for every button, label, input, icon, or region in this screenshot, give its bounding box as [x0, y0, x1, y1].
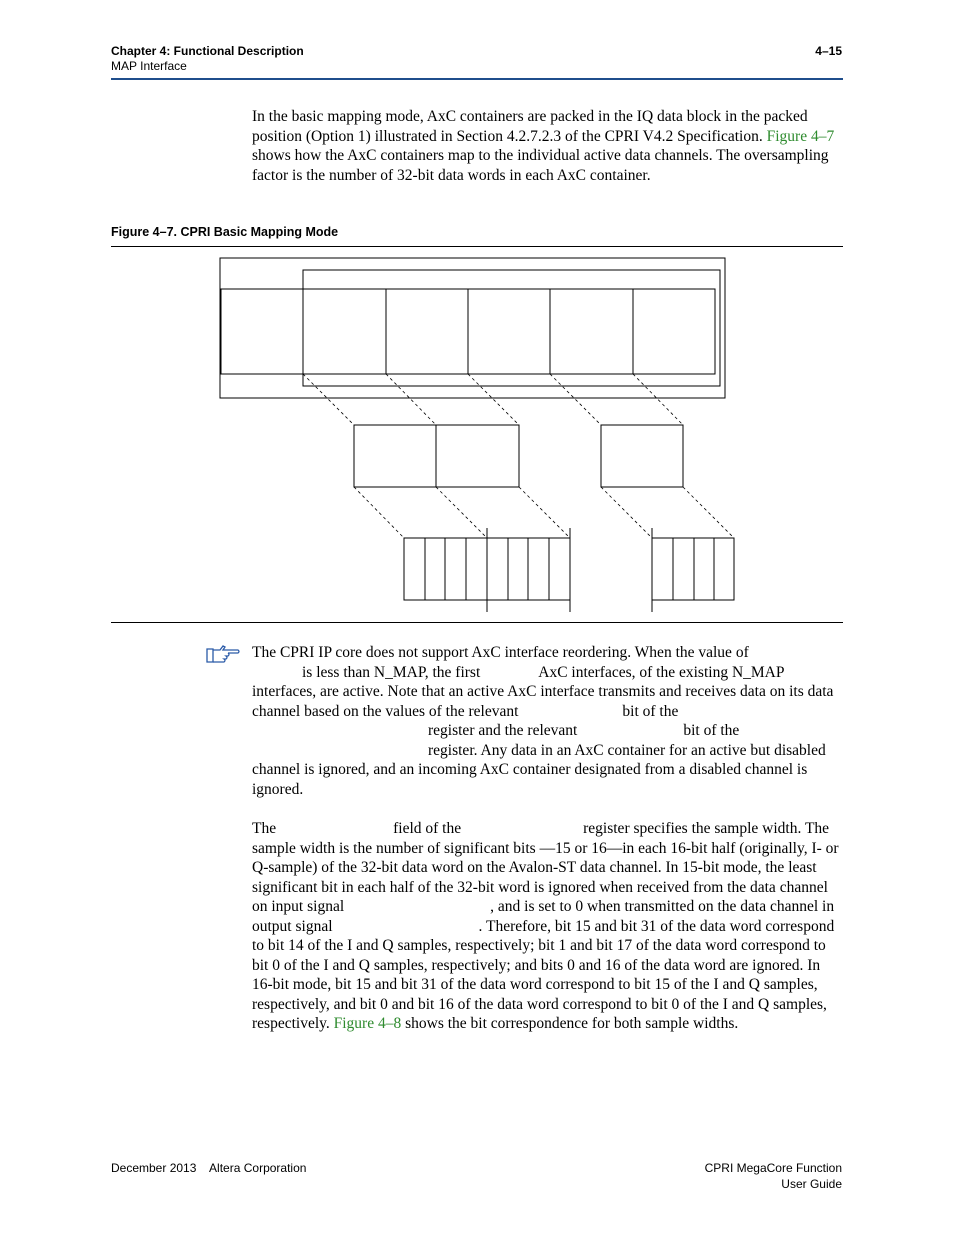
para2-s6: shows the bit correspondence for both sample widths. [401, 1015, 739, 1032]
footer-product-name: CPRI MegaCore Function [704, 1161, 842, 1175]
header-section: MAP Interface [111, 59, 187, 73]
note-s6: bit of the [683, 722, 740, 739]
container-word-0 [354, 425, 436, 487]
note-s3: AxC interfaces, of the existing N_MAP interfaces, are active. Note that an active AxC interface transmits and receives data on its data channel based on the values of the relevant [252, 663, 834, 720]
note-s2: is less than N_MAP, the first [302, 663, 481, 681]
figure-caption: Figure 4–7. CPRI Basic Mapping Mode [111, 225, 339, 239]
axc-container-0 [303, 289, 386, 374]
para2-s1: The [252, 820, 277, 837]
axc-container-4 [633, 289, 715, 374]
iq-data-block [220, 258, 725, 398]
header-chapter: Chapter 4: Functional Description [111, 44, 304, 58]
axc-container-region [303, 270, 720, 386]
axc-container-1 [386, 289, 468, 374]
para2-s5: . Therefore, bit 15 and bit 31 of the data word correspond to bit 14 of the I and Q samples, respectively; bit 1 and bit 17 of the data word correspond to bit 0 of the I and Q samples, respectively; and bits 0 and 16 of the data word are ignored. In 16-bit mode, bit 15 and bit 31 of the data word correspond to bit 15 of the I and Q samples, respectively, and bit 0 and bit 16 of the data word correspond to bit 0 of the I and Q samples, respectively. [252, 917, 835, 1032]
sample-width-paragraph [252, 819, 842, 1034]
intro-text-a: In the basic mapping mode, AxC containers are packed in the IQ data block in the packed position (Option 1) illustrated in Section 4.2.7.2.3 of the CPRI V4.2 Specification. [252, 108, 808, 145]
note-s5: register and the relevant [428, 722, 578, 739]
figure-bottom-rule [111, 622, 843, 623]
intro-text-b: shows how the AxC containers map to the individual active data channels. The oversampling factor is the number of 32-bit data words in each AxC container. [252, 147, 829, 184]
footer-product [705, 1160, 842, 1192]
page-number: 4–15 [815, 44, 842, 58]
pointing-hand-icon [204, 641, 242, 665]
note-s4: bit of the [622, 702, 679, 720]
figure-4-7-link[interactable]: Figure 4–7 [766, 127, 835, 145]
para2-s4: , and is set to 0 when transmitted on the data channel in output signal [252, 898, 835, 935]
data-channel-a [404, 528, 570, 612]
note-s7: register. Any data in an AxC container for an active but disabled channel is ignored, and an incoming AxC container designated from a disabled channel is ignored. [252, 741, 826, 798]
para2-s3: register specifies the sample width. The sample width is the number of significant bits —15 or 16—in each 16-bit half (originally, I- or Q-sample) of the 32-bit data word on the Avalon-ST data channel. In 15-bit mode, the least significant bit in each half of the 32-bit word is ignored when received from the data channel on input signal [252, 820, 839, 915]
note-s1: The CPRI IP core does not support AxC interface reordering. When the value of [252, 644, 749, 661]
para2-s2: field of the [393, 820, 462, 837]
data-channel-b [652, 528, 734, 612]
footer-date-company: December 2013 Altera Corporation [111, 1161, 307, 1175]
figure-4-8-link[interactable]: Figure 4–8 [333, 1015, 402, 1032]
axc-container-2 [468, 289, 550, 374]
axc-container-3 [550, 289, 633, 374]
note-paragraph [252, 643, 842, 799]
container-word-2 [601, 425, 683, 487]
footer-doc-type: User Guide [781, 1177, 842, 1191]
control-word-cell [221, 289, 303, 374]
container-word-1 [436, 425, 519, 487]
